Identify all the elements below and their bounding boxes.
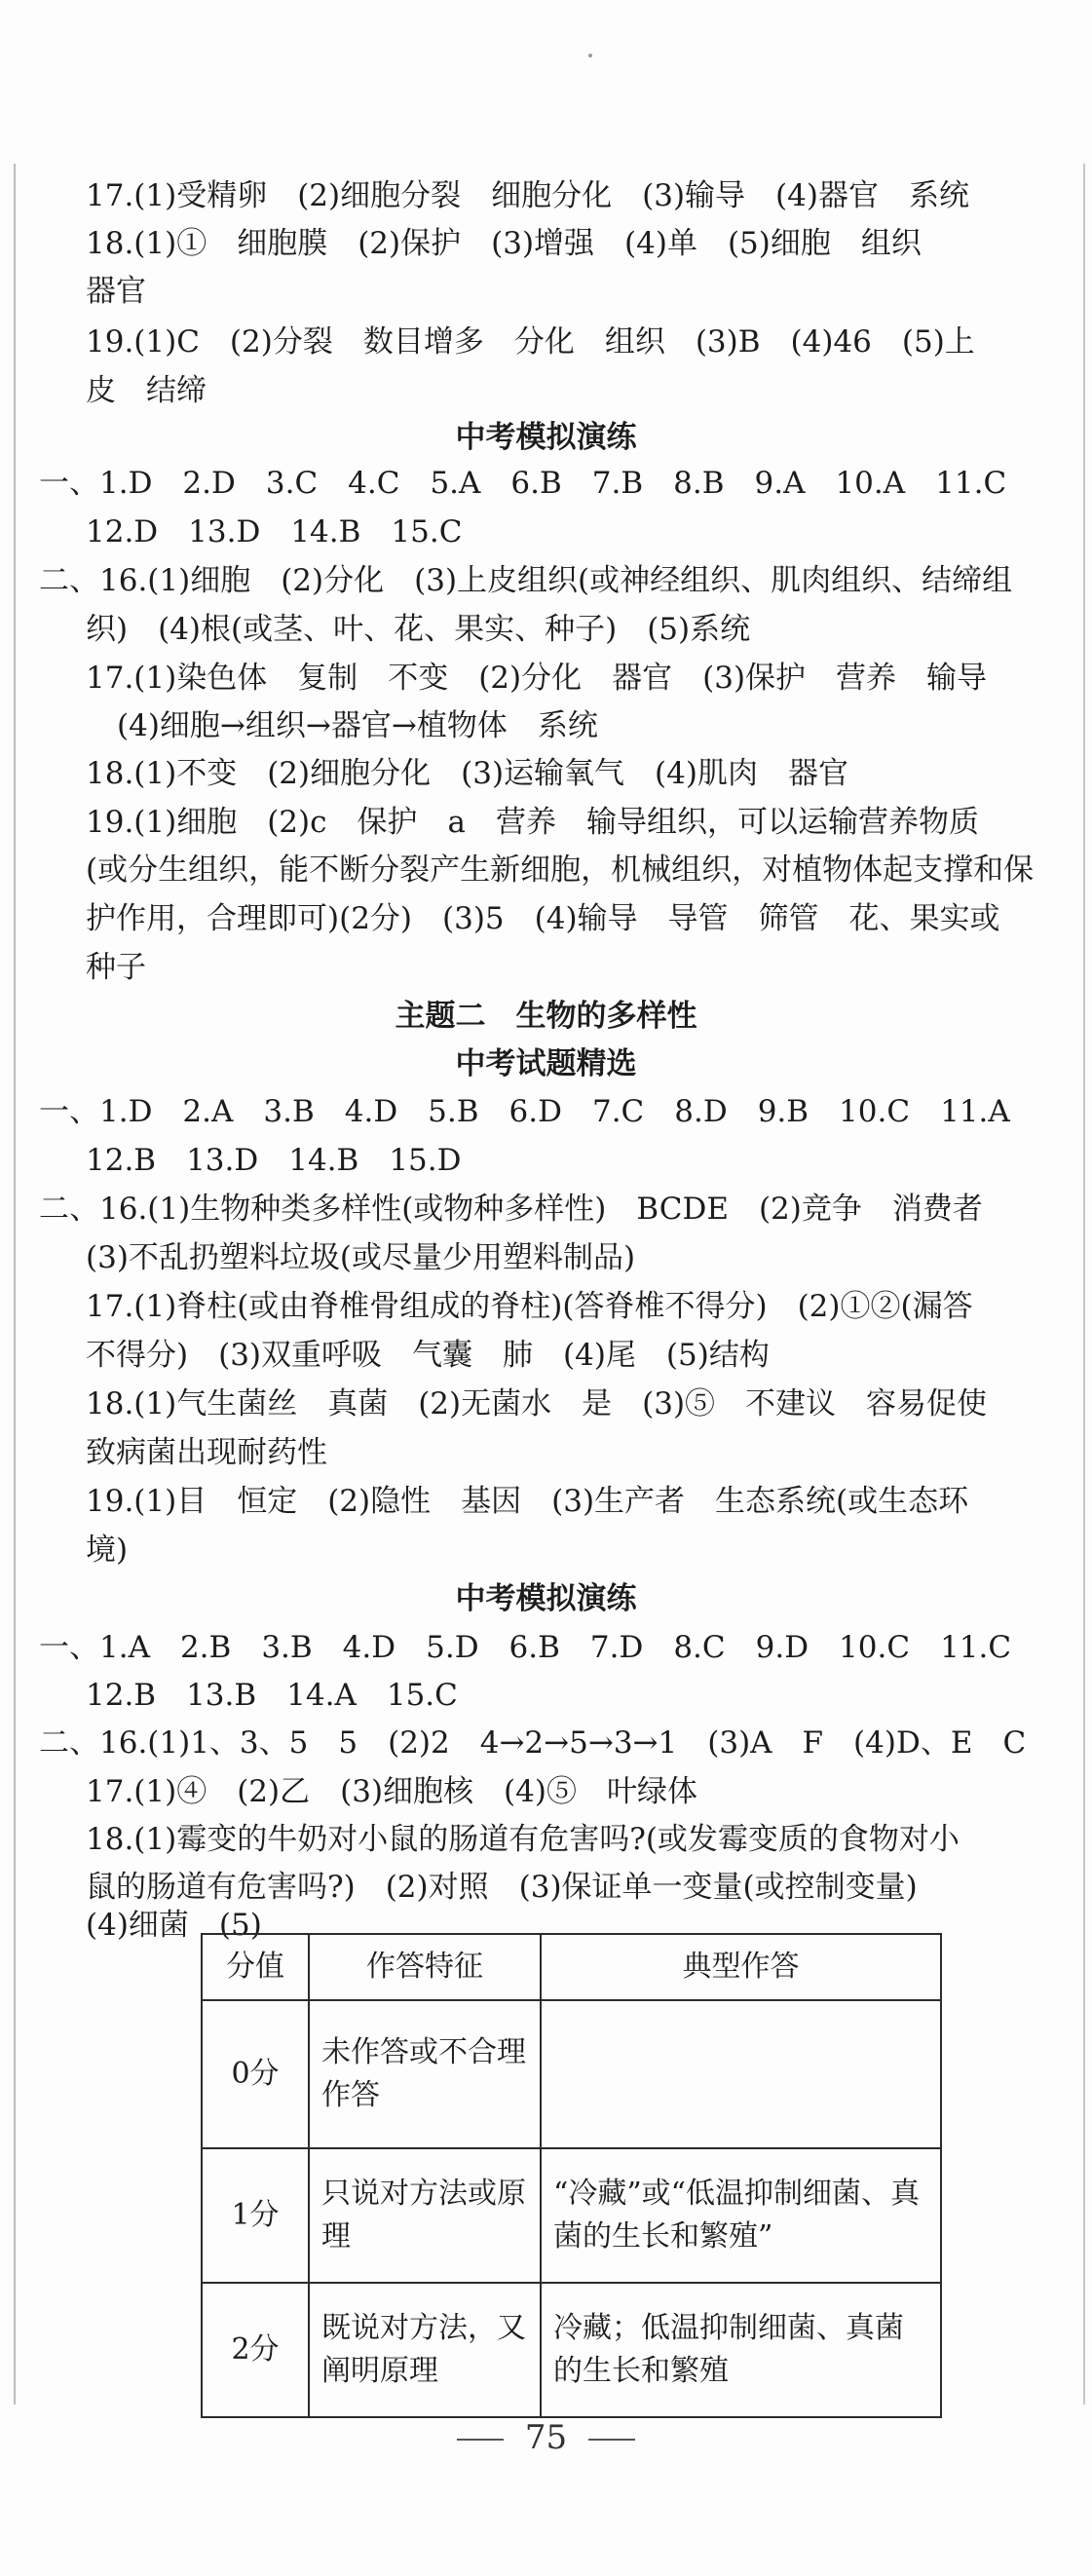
answer-line: 致病菌出现耐药性 [86, 1435, 327, 1470]
table-cell: 只说对方法或原理 [309, 2148, 541, 2283]
table-cell: 0分 [202, 2000, 309, 2148]
answer-line: (或分生组织，能不断分裂产生新细胞，机械组织，对植物体起支撑和保 [86, 852, 1035, 888]
answer-line: (4)细胞→组织→器官→植物体 系统 [117, 708, 598, 743]
answer-line: 二、16.(1)生物种类多样性(或物种多样性) BCDE (2)竞争 消费者 [39, 1192, 983, 1227]
answer-line: 19.(1)目 恒定 (2)隐性 基因 (3)生产者 生态系统(或生态环 [86, 1484, 969, 1519]
answer-line: 织) (4)根(或茎、叶、花、果实、种子) (5)系统 [86, 612, 751, 647]
section-heading: 中考模拟演练 [455, 1581, 637, 1616]
answer-line: 鼠的肠道有危害吗?) (2)对照 (3)保证单一变量(或控制变量) [86, 1870, 918, 1905]
answer-line: 19.(1)细胞 (2)c 保护 a 营养 输导组织，可以运输营养物质 [86, 805, 979, 840]
answer-line: 17.(1)④ (2)乙 (3)细胞核 (4)⑤ 叶绿体 [86, 1774, 697, 1809]
table-cell: 1分 [202, 2148, 309, 2283]
answer-line: 12.D 13.D 14.B 15.C [86, 514, 463, 549]
section-heading: 主题二 生物的多样性 [395, 999, 697, 1034]
answer-line: 二、16.(1)细胞 (2)分化 (3)上皮组织(或神经组织、肌肉组织、结缔组 [39, 563, 1013, 598]
answer-line: 17.(1)脊柱(或由脊椎骨组成的脊柱)(答脊椎不得分) (2)①②(漏答 [86, 1289, 973, 1324]
answer-line: 17.(1)受精卵 (2)细胞分裂 细胞分化 (3)输导 (4)器官 系统 [86, 178, 969, 213]
answer-line: 器官 [86, 274, 146, 309]
answer-line: 18.(1)不变 (2)细胞分化 (3)运输氧气 (4)肌肉 器官 [86, 756, 848, 791]
answer-line: 18.(1)① 细胞膜 (2)保护 (3)增强 (4)单 (5)细胞 组织 [86, 226, 922, 261]
answer-line: 境) [86, 1533, 129, 1568]
table-cell: 2分 [202, 2283, 309, 2417]
answer-line: 皮 结缔 [86, 373, 207, 408]
answer-line: 18.(1)气生菌丝 真菌 (2)无菌水 是 (3)⑤ 不建议 容易促使 [86, 1386, 988, 1421]
answer-line: 一、1.A 2.B 3.B 4.D 5.D 6.B 7.D 8.C 9.D 10.C 11.C [39, 1630, 1012, 1665]
right-margin-rule [1083, 164, 1085, 2405]
table-row [202, 2000, 941, 2148]
answer-line: 12.B 13.D 14.B 15.D [86, 1143, 462, 1178]
table-row [202, 2283, 941, 2417]
table-cell: “冷藏”或“低温抑制细菌、真菌的生长和繁殖” [541, 2148, 941, 2283]
table-cell: 冷藏；低温抑制细菌、真菌的生长和繁殖 [541, 2283, 941, 2417]
answer-line: 种子 [86, 950, 146, 985]
page-number [0, 2418, 1092, 2457]
table-header: 典型作答 [541, 1934, 941, 2000]
table-header: 分值 [202, 1934, 309, 2000]
answer-line: (3)不乱扔塑料垃圾(或尽量少用塑料制品) [86, 1240, 636, 1275]
section-heading: 中考模拟演练 [455, 420, 637, 455]
table-header: 作答特征 [309, 1934, 541, 2000]
scan-speck [588, 54, 592, 57]
section-heading: 中考试题精选 [455, 1046, 637, 1081]
table-cell [541, 2000, 941, 2148]
answer-line: 17.(1)染色体 复制 不变 (2)分化 器官 (3)保护 营养 输导 [86, 661, 988, 696]
page-number-dash [457, 2439, 504, 2441]
scoring-rubric-table [201, 1933, 942, 2418]
left-margin-rule [14, 164, 16, 2405]
answer-line: 护作用，合理即可)(2分) (3)5 (4)输导 导管 筛管 花、果实或 [86, 901, 1000, 936]
table-cell: 既说对方法，又阐明原理 [309, 2283, 541, 2417]
table-cell: 未作答或不合理作答 [309, 2000, 541, 2148]
answer-line: 19.(1)C (2)分裂 数目增多 分化 组织 (3)B (4)46 (5)上 [86, 324, 975, 360]
answer-line: 不得分) (3)双重呼吸 气囊 肺 (4)尾 (5)结构 [86, 1338, 770, 1373]
answer-line: 18.(1)霉变的牛奶对小鼠的肠道有危害吗?(或发霉变质的食物对小 [86, 1822, 960, 1857]
page-number-dash [588, 2439, 635, 2441]
answer-line: 12.B 13.B 14.A 15.C [86, 1678, 458, 1713]
answer-line: 一、1.D 2.D 3.C 4.C 5.A 6.B 7.B 8.B 9.A 10.A 11.C [39, 466, 1007, 501]
answer-line: 二、16.(1)1、3、5 5 (2)2 4→2→5→3→1 (3)A F (4)D、E C [39, 1725, 1027, 1761]
page-number-text: 75 [524, 2418, 568, 2457]
answer-line: 一、1.D 2.A 3.B 4.D 5.B 6.D 7.C 8.D 9.B 10.C 11.A [39, 1094, 1010, 1129]
answer-line: (4)细菌 (5) [86, 1908, 262, 1943]
table-row [202, 2148, 941, 2283]
